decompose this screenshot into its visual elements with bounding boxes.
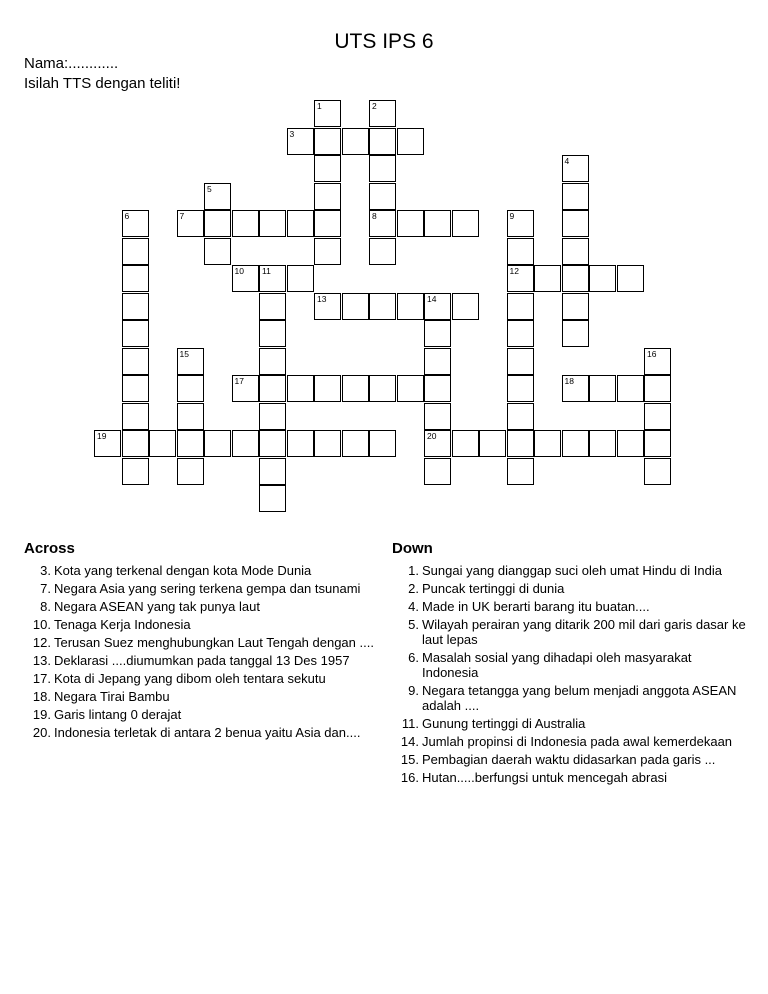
grid-cell[interactable] <box>287 210 314 237</box>
grid-cell[interactable] <box>287 265 314 292</box>
across-clue <box>24 689 376 704</box>
grid-cell[interactable] <box>204 238 231 265</box>
grid-cell[interactable] <box>122 265 149 292</box>
grid-cell[interactable] <box>122 430 149 457</box>
grid-cell[interactable] <box>369 430 396 457</box>
across-clue <box>24 671 376 686</box>
clue-number: 16. <box>400 770 419 785</box>
clue-text: Tenaga Kerja Indonesia <box>54 617 191 632</box>
grid-cell[interactable] <box>122 210 149 237</box>
grid-cell[interactable] <box>122 348 149 375</box>
grid-cell[interactable] <box>617 265 644 292</box>
grid-cell[interactable] <box>562 375 589 402</box>
grid-cell[interactable] <box>479 430 506 457</box>
grid-cell[interactable] <box>369 155 396 182</box>
grid-cell[interactable] <box>232 430 259 457</box>
grid-cell[interactable] <box>507 210 534 237</box>
grid-cell[interactable] <box>177 375 204 402</box>
grid-cell[interactable] <box>562 238 589 265</box>
cell-number: 1 <box>317 101 322 111</box>
across-clue <box>24 617 376 632</box>
grid-cell[interactable] <box>562 155 589 182</box>
grid-cell[interactable] <box>314 128 341 155</box>
down-clue <box>392 752 748 767</box>
clue-number: 20. <box>32 725 51 740</box>
grid-cell[interactable] <box>369 183 396 210</box>
clue-number: 11. <box>401 716 419 731</box>
clue-text: Kota yang terkenal dengan kota Mode Dunia <box>54 563 312 578</box>
grid-cell[interactable] <box>369 100 396 127</box>
across-clue <box>24 563 376 578</box>
clue-text: Wilayah perairan yang ditarik 200 mil dari garis dasar ke laut lepas <box>422 617 746 647</box>
clue-text: Masalah sosial yang dihadapi oleh masyarakat Indonesia <box>422 650 692 680</box>
clue-number: 5. <box>408 617 419 632</box>
clue-number: 6. <box>408 650 419 665</box>
clue-text: Negara Tirai Bambu <box>54 689 170 704</box>
grid-cell[interactable] <box>259 210 286 237</box>
grid-cell[interactable] <box>507 265 534 292</box>
grid-cell[interactable] <box>177 430 204 457</box>
cell-number: 5 <box>207 183 212 194</box>
grid-cell[interactable] <box>424 375 451 402</box>
grid-cell[interactable] <box>149 430 176 457</box>
clue-text: Terusan Suez menghubungkan Laut Tengah dengan .... <box>54 635 374 650</box>
grid-cell[interactable] <box>452 430 479 457</box>
clue-text: Sungai yang dianggap suci oleh umat Hindu di India <box>422 563 722 578</box>
cell-number: 10 <box>234 266 244 276</box>
grid-cell[interactable] <box>122 293 149 320</box>
grid-cell[interactable] <box>204 183 231 210</box>
clue-number: 12. <box>32 635 51 650</box>
grid-cell[interactable] <box>644 403 671 430</box>
grid-cell[interactable] <box>287 375 314 402</box>
grid-cell[interactable] <box>397 210 424 237</box>
grid-cell[interactable] <box>342 430 369 457</box>
clue-text: Indonesia terletak di antara 2 benua yaitu Asia dan.... <box>54 725 361 740</box>
grid-cell[interactable] <box>122 238 149 265</box>
clue-number: 13. <box>32 653 51 668</box>
clue-text: Negara ASEAN yang tak punya laut <box>54 599 260 614</box>
grid-cell[interactable] <box>369 128 396 155</box>
grid-cell[interactable] <box>562 320 589 347</box>
grid-cell[interactable] <box>314 183 341 210</box>
across-clue <box>24 581 376 596</box>
grid-cell[interactable] <box>644 375 671 402</box>
across-clue <box>24 725 376 740</box>
grid-cell[interactable] <box>424 293 451 320</box>
clue-number: 7. <box>40 581 51 596</box>
grid-cell[interactable] <box>122 403 149 430</box>
grid-cell[interactable] <box>122 375 149 402</box>
grid-cell[interactable] <box>342 375 369 402</box>
grid-cell[interactable] <box>507 403 534 430</box>
grid-cell[interactable] <box>342 128 369 155</box>
clue-text: Jumlah propinsi di Indonesia pada awal kemerdekaan <box>422 734 733 749</box>
across-heading: Across <box>24 540 75 557</box>
cell-number: 20 <box>427 431 437 441</box>
grid-cell[interactable] <box>259 485 286 512</box>
grid-cell[interactable] <box>177 458 204 485</box>
grid-cell[interactable] <box>122 320 149 347</box>
down-heading: Down <box>392 540 433 557</box>
cell-number: 7 <box>179 211 185 221</box>
clue-number: 1. <box>408 563 419 578</box>
down-clue <box>392 563 748 578</box>
clue-number: 15. <box>400 752 419 767</box>
grid-cell[interactable] <box>314 155 341 182</box>
grid-cell[interactable] <box>287 430 314 457</box>
grid-cell[interactable] <box>314 210 341 237</box>
grid-cell[interactable] <box>397 293 424 320</box>
grid-cell[interactable] <box>424 210 451 237</box>
grid-cell[interactable] <box>617 375 644 402</box>
grid-cell[interactable] <box>424 458 451 485</box>
cell-number: 13 <box>317 293 327 304</box>
grid-cell[interactable] <box>314 430 341 457</box>
cell-number: 19 <box>97 431 107 441</box>
cell-number: 17 <box>234 376 244 386</box>
clue-text: Negara Asia yang sering terkena gempa dan tsunami <box>54 581 361 596</box>
grid-cell[interactable] <box>314 238 341 265</box>
grid-cell[interactable] <box>204 210 231 237</box>
grid-cell[interactable] <box>259 430 286 457</box>
across-clue <box>24 599 376 614</box>
down-clue <box>392 716 748 731</box>
grid-cell[interactable] <box>259 320 286 347</box>
cell-number: 4 <box>564 156 570 166</box>
clue-number: 9. <box>408 683 419 698</box>
page-title: UTS IPS 6 <box>334 30 434 53</box>
grid-cell[interactable] <box>534 430 561 457</box>
clue-text: Kota di Jepang yang dibom oleh tentara sekutu <box>54 671 326 686</box>
grid-cell[interactable] <box>259 293 286 320</box>
grid-cell[interactable] <box>424 320 451 347</box>
grid-cell[interactable] <box>259 265 286 292</box>
grid-cell[interactable] <box>452 293 479 320</box>
cell-number: 6 <box>124 211 130 221</box>
grid-cell[interactable] <box>259 348 286 375</box>
cell-number: 9 <box>509 211 515 221</box>
name-line: Nama:............ <box>24 55 119 72</box>
grid-cell[interactable] <box>507 320 534 347</box>
grid-cell[interactable] <box>644 348 671 375</box>
grid-cell[interactable] <box>424 348 451 375</box>
down-clue <box>392 683 748 713</box>
grid-cell[interactable] <box>507 375 534 402</box>
grid-cell[interactable] <box>177 403 204 430</box>
clue-number: 2. <box>408 581 419 596</box>
clue-text: Gunung tertinggi di Australia <box>422 716 586 731</box>
grid-cell[interactable] <box>287 128 314 155</box>
grid-cell[interactable] <box>589 265 616 292</box>
grid-cell[interactable] <box>424 430 451 457</box>
grid-cell[interactable] <box>232 265 259 292</box>
grid-cell[interactable] <box>314 375 341 402</box>
clue-text: Pembagian daerah waktu didasarkan pada garis ... <box>422 752 716 767</box>
down-clue <box>392 581 748 596</box>
grid-cell[interactable] <box>369 238 396 265</box>
grid-cell[interactable] <box>397 375 424 402</box>
grid-cell[interactable] <box>562 293 589 320</box>
grid-cell[interactable] <box>562 210 589 237</box>
across-clues <box>24 540 376 743</box>
cell-number: 12 <box>509 266 519 276</box>
down-clues <box>392 540 748 788</box>
instruction-text: Isilah TTS dengan teliti! <box>24 75 181 92</box>
clue-text: Negara tetangga yang belum menjadi anggota ASEAN adalah .... <box>422 683 737 713</box>
grid-cell[interactable] <box>397 128 424 155</box>
grid-cell[interactable] <box>562 430 589 457</box>
grid-cell[interactable] <box>259 458 286 485</box>
across-clue <box>24 707 376 722</box>
grid-cell[interactable] <box>507 238 534 265</box>
clue-number: 17. <box>32 671 51 686</box>
clue-number: 8. <box>40 599 51 614</box>
down-clue <box>392 770 748 785</box>
cell-number: 2 <box>372 101 377 111</box>
grid-cell[interactable] <box>369 375 396 402</box>
grid-cell[interactable] <box>314 100 341 127</box>
cell-number: 18 <box>564 376 574 386</box>
cell-number: 16 <box>647 348 657 359</box>
grid-cell[interactable] <box>424 403 451 430</box>
grid-cell[interactable] <box>644 430 671 457</box>
down-clue <box>392 650 748 680</box>
clue-number: 4. <box>408 599 419 614</box>
clue-number: 3. <box>40 563 51 578</box>
grid-cell[interactable] <box>369 293 396 320</box>
grid-cell[interactable] <box>204 430 231 457</box>
clue-text: Deklarasi ....diumumkan pada tanggal 13 Des 1957 <box>54 653 350 668</box>
grid-cell[interactable] <box>122 458 149 485</box>
grid-cell[interactable] <box>562 183 589 210</box>
clue-number: 10. <box>32 617 51 632</box>
grid-cell[interactable] <box>507 458 534 485</box>
grid-cell[interactable] <box>507 293 534 320</box>
grid-cell[interactable] <box>259 375 286 402</box>
clue-text: Made in UK berarti barang itu buatan.... <box>422 599 650 614</box>
clue-text: Hutan.....berfungsi untuk mencegah abrasi <box>422 770 667 785</box>
down-clue <box>392 734 748 749</box>
grid-cell[interactable] <box>177 210 204 237</box>
grid-cell[interactable] <box>644 458 671 485</box>
down-clue <box>392 599 748 614</box>
grid-cell[interactable] <box>562 265 589 292</box>
clue-number: 18. <box>32 689 51 704</box>
grid-cell[interactable] <box>589 430 616 457</box>
cell-number: 14 <box>427 293 437 304</box>
grid-cell[interactable] <box>232 210 259 237</box>
grid-cell[interactable] <box>232 375 259 402</box>
grid-cell[interactable] <box>177 348 204 375</box>
down-clue <box>392 617 748 647</box>
grid-cell[interactable] <box>617 430 644 457</box>
grid-cell[interactable] <box>314 293 341 320</box>
grid-cell[interactable] <box>534 265 561 292</box>
grid-cell[interactable] <box>507 348 534 375</box>
grid-cell[interactable] <box>94 430 121 457</box>
grid-cell[interactable] <box>589 375 616 402</box>
cell-number: 11 <box>262 266 271 276</box>
clue-number: 19. <box>32 707 51 722</box>
grid-cell[interactable] <box>452 210 479 237</box>
across-clue <box>24 635 376 650</box>
cell-number: 15 <box>179 348 189 359</box>
cell-number: 3 <box>289 128 295 139</box>
clue-text: Puncak tertinggi di dunia <box>422 581 565 596</box>
across-clue <box>24 653 376 668</box>
clue-text: Garis lintang 0 derajat <box>54 707 182 722</box>
grid-cell[interactable] <box>259 403 286 430</box>
grid-cell[interactable] <box>369 210 396 237</box>
clue-number: 14. <box>400 734 419 749</box>
cell-number: 8 <box>372 211 377 221</box>
grid-cell[interactable] <box>342 293 369 320</box>
grid-cell[interactable] <box>507 430 534 457</box>
